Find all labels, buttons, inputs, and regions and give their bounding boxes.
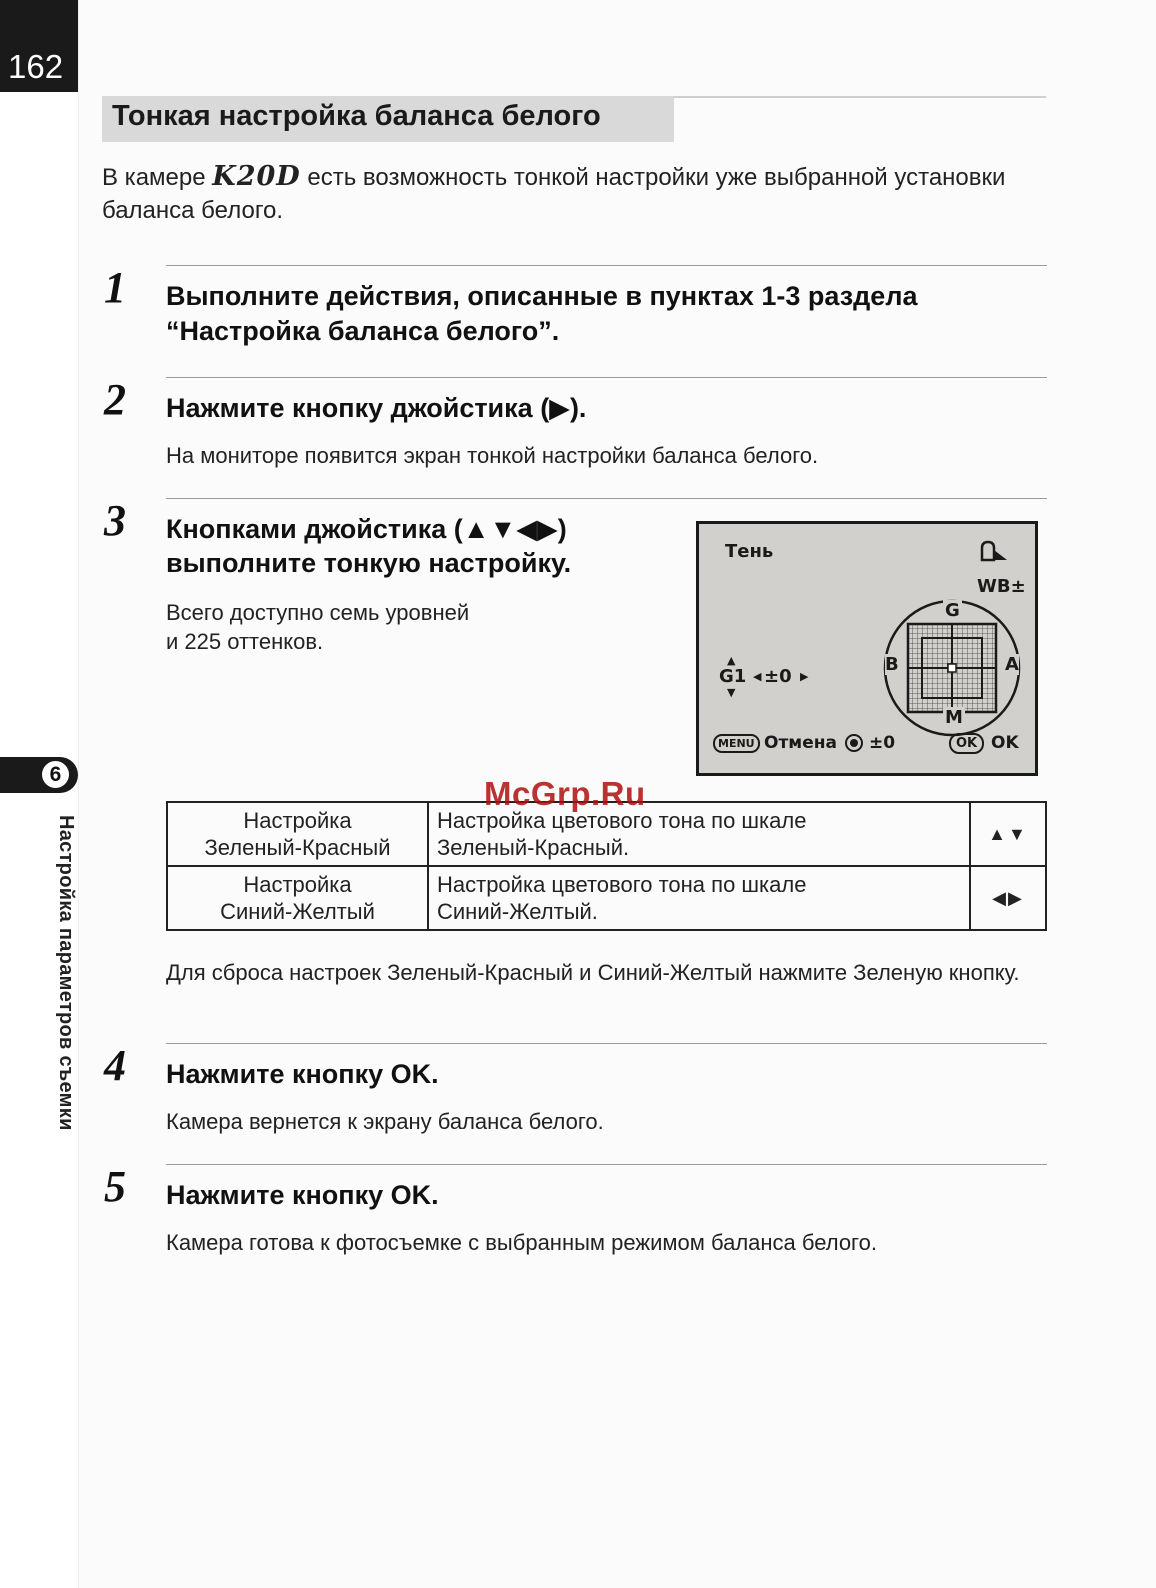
table-cell-setting	[167, 866, 428, 930]
adjustment-table	[166, 801, 1047, 931]
right-arrow-icon: ▶	[800, 670, 809, 683]
green-magenta-value: G1	[719, 666, 747, 687]
ok-button-icon: OK	[949, 733, 984, 754]
axis-label-amber: A	[1005, 654, 1019, 675]
watermark: McGrp.Ru	[484, 775, 646, 812]
step-4-number: 4	[104, 1041, 126, 1090]
axis-label-magenta: M	[945, 707, 963, 728]
cell-text: Настройка цветового тона по шкале	[437, 872, 807, 897]
left-arrow-icon: ◀	[753, 670, 762, 683]
step-3-text-line2: и 225 оттенков.	[166, 629, 324, 654]
side-margin	[0, 0, 79, 1588]
reset-value: ±0	[869, 733, 896, 753]
cell-text: Настройка	[243, 872, 352, 897]
cell-text: Зеленый-Красный.	[437, 835, 630, 860]
reset-note: Для сброса настроек Зеленый-Красный и Синий-Желтый нажмите Зеленую кнопку.	[166, 960, 1020, 985]
step-3-heading-line1: Кнопками джойстика (▲▼◀▶)	[166, 514, 567, 544]
chapter-number: 6	[42, 761, 69, 788]
step-divider	[166, 377, 1047, 378]
step-divider	[166, 498, 1047, 499]
intro-paragraph	[102, 160, 1047, 227]
shade-icon	[979, 540, 1009, 562]
page-number-box	[0, 0, 78, 92]
step-4-heading: Нажмите кнопку OK.	[166, 1059, 439, 1089]
axis-label-blue: B	[885, 654, 899, 675]
cell-text: Зеленый-Красный	[204, 835, 391, 860]
cancel-label: Отмена	[764, 733, 837, 753]
menu-button-icon: MENU	[713, 734, 760, 753]
step-3-heading-line2: выполните тонкую настройку.	[166, 548, 572, 578]
step-divider	[166, 1164, 1047, 1165]
cell-text: Настройка	[243, 808, 352, 833]
cell-text: Синий-Желтый	[220, 899, 375, 924]
chapter-title: Настройка параметров съемки	[55, 815, 77, 1131]
table-cell-description	[428, 866, 970, 930]
table-cell-setting	[167, 802, 428, 866]
blue-amber-value: ±0	[764, 666, 792, 687]
step-4-text: Камера вернется к экрану баланса белого.	[166, 1109, 604, 1134]
step-5-text: Камера готова к фотосъемке с выбранным режимом баланса белого.	[166, 1230, 877, 1255]
step-divider	[166, 265, 1047, 266]
wb-mode-label: Тень	[725, 541, 774, 562]
up-arrow-icon: ▲	[727, 654, 736, 667]
green-button-icon	[845, 734, 863, 752]
camera-model-logo: K20D	[212, 161, 301, 192]
intro-text-end: есть возможность тонкой настройки уже выбранной установки баланса белого.	[102, 164, 1006, 224]
page-number: 162	[8, 48, 64, 85]
step-3-number: 3	[104, 496, 126, 545]
step-1-heading: Выполните действия, описанные в пунктах 1-3 раздела “Настройка баланса белого”.	[166, 281, 918, 346]
section-title-rule	[674, 96, 1046, 98]
step-3-text-line1: Всего доступно семь уровней	[166, 600, 470, 625]
step-divider	[166, 1043, 1047, 1044]
step-1-number: 1	[104, 263, 126, 312]
down-arrow-icon: ▼	[727, 686, 736, 699]
wb-adjust-label: WB±	[977, 576, 1026, 597]
table-cell-keys: ◀▶	[970, 866, 1046, 930]
step-5-heading: Нажмите кнопку OK.	[166, 1180, 439, 1210]
cell-text: Настройка цветового тона по шкале	[437, 808, 807, 833]
step-5-number: 5	[104, 1162, 126, 1211]
step-2-text: На мониторе появится экран тонкой настройки баланса белого.	[166, 443, 819, 468]
table-cell-keys: ▲▼	[970, 802, 1046, 866]
cell-text: Синий-Желтый.	[437, 899, 598, 924]
table-row	[167, 866, 1046, 930]
camera-lcd-screen	[696, 521, 1038, 776]
section-title: Тонкая настройка баланса белого	[112, 100, 601, 132]
axis-label-green: G	[945, 600, 960, 621]
step-2-heading: Нажмите кнопку джойстика (▶).	[166, 393, 587, 423]
ok-label: OK	[991, 733, 1019, 753]
intro-text-start: В камере	[102, 164, 213, 191]
step-2-number: 2	[104, 375, 126, 424]
